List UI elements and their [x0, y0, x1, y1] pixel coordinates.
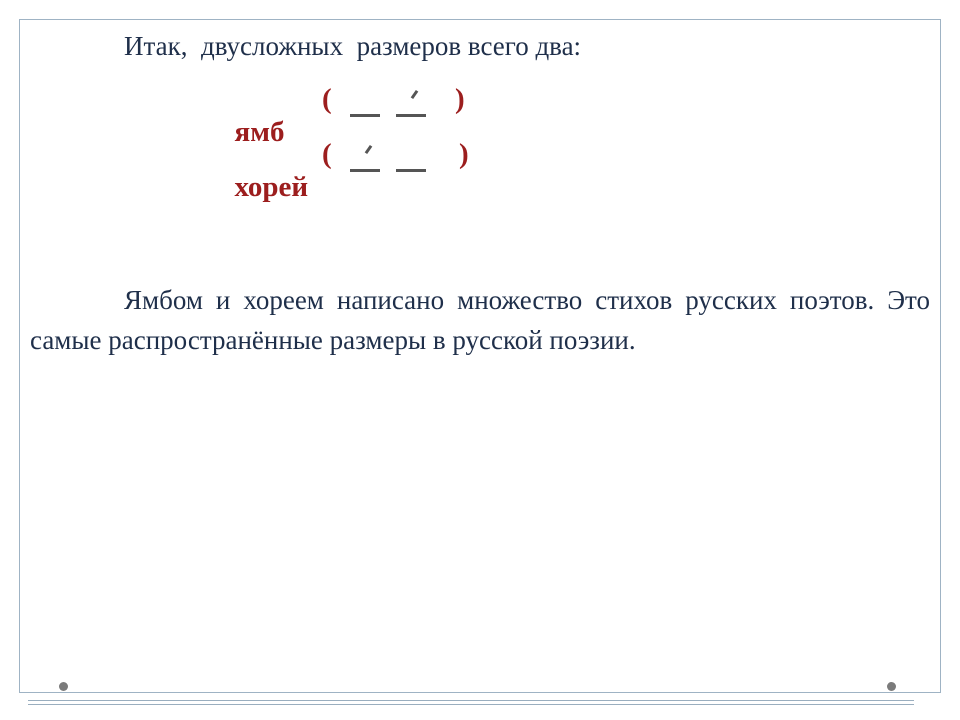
bottom-rule	[28, 700, 914, 701]
open-paren: (	[322, 83, 332, 115]
decorative-dot	[59, 682, 68, 691]
meter-name: хорей	[234, 171, 309, 203]
intro-text: Итак, двусложных размеров всего два:	[124, 31, 582, 61]
close-paren: )	[459, 138, 469, 170]
body-paragraph: Ямбом и хореем написано множество стихов русских поэтов. Это самые распространённые размеры в русской поэзии.	[30, 285, 930, 355]
open-paren: (	[322, 138, 332, 170]
meter-name: ямб	[234, 116, 285, 148]
close-paren: )	[455, 83, 465, 115]
bottom-rule	[28, 704, 914, 705]
decorative-dot	[887, 682, 896, 691]
